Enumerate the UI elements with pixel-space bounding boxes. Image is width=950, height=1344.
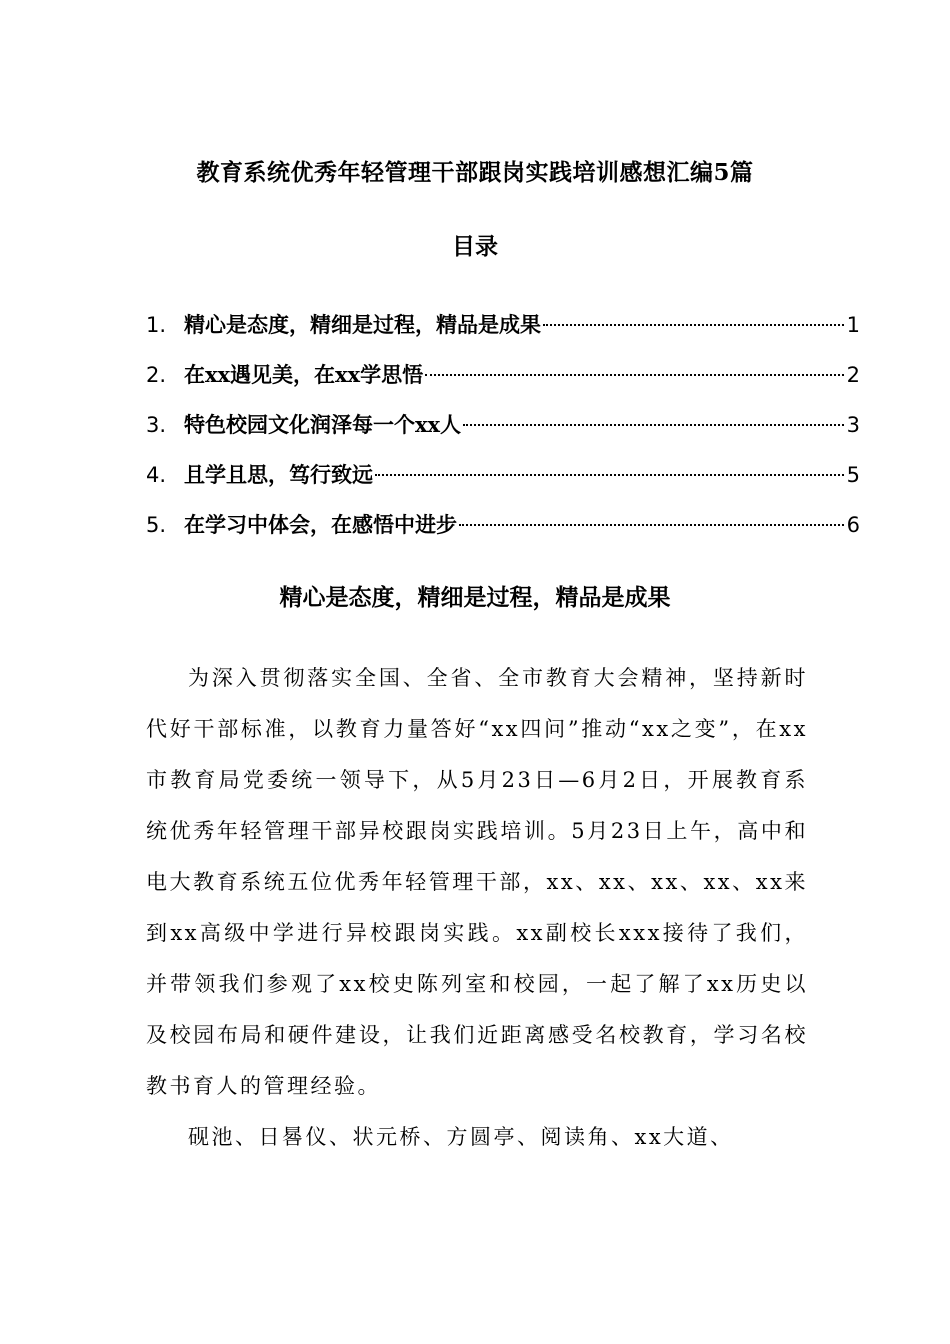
toc-entry-text: 精心是态度，精细是过程，精品是成果 — [184, 312, 541, 337]
toc-leader-dots — [543, 323, 844, 326]
body-text — [146, 653, 808, 1163]
toc-leader-dots — [425, 373, 844, 376]
toc-leader-dots — [375, 473, 844, 476]
table-of-contents — [146, 307, 860, 557]
document-title: 教育系统优秀年轻管理干部跟岗实践培训感想汇编5篇 — [196, 159, 754, 186]
toc-entry-page: 2 — [846, 363, 860, 387]
toc-entry-page: 3 — [846, 413, 860, 437]
toc-entry-2[interactable] — [146, 357, 860, 407]
toc-entry-page: 1 — [846, 313, 860, 337]
toc-entry-number: 5. — [146, 513, 167, 537]
toc-entry-number: 1. — [146, 313, 167, 337]
toc-entry-page: 5 — [846, 463, 860, 487]
toc-entry-text: 在学习中体会，在感悟中进步 — [184, 512, 457, 537]
toc-entry-number: 4. — [146, 463, 167, 487]
toc-entry-number: 2. — [146, 363, 167, 387]
toc-entry-1[interactable] — [146, 307, 860, 357]
toc-entry-text: 特色校园文化润泽每一个xx人 — [184, 412, 462, 437]
paragraph: 砚池、日晷仪、状元桥、方圆亭、阅读角、xx大道、 — [188, 1125, 734, 1149]
toc-entry-3[interactable] — [146, 407, 860, 457]
paragraph: 为深入贯彻落实全国、全省、全市教育大会精神，坚持新时代好干部标准，以教育力量答好“xx四问”推动“xx之变”，在xx市教育局党委统一领导下，从5月23日—6月2日，开展教育系统优秀年轻管理干部异校跟岗实践培训。5月23日上午，高中和电大教育系统五位优秀年轻管理干部，xx、xx、xx、xx、xx来到xx高级中学进行异校跟岗实践。xx副校长xxx接待了我们，并带领我们参观了xx校史陈列室和校园，一起了解了xx历史以及校园布局和硬件建设，让我们近距离感受名校教育，学习名校教书育人的管理经验。 — [146, 666, 808, 1098]
toc-leader-dots — [463, 423, 844, 426]
toc-entry-5[interactable] — [146, 507, 860, 557]
toc-entry-page: 6 — [846, 513, 860, 537]
toc-heading: 目录 — [452, 233, 498, 260]
toc-entry-4[interactable] — [146, 457, 860, 507]
toc-leader-dots — [459, 523, 844, 526]
section-heading: 精心是态度，精细是过程，精品是成果 — [279, 584, 671, 611]
toc-entry-number: 3. — [146, 413, 167, 437]
toc-entry-text: 在xx遇见美，在xx学思悟 — [184, 362, 424, 387]
toc-entry-text: 且学且思，笃行致远 — [184, 462, 373, 487]
